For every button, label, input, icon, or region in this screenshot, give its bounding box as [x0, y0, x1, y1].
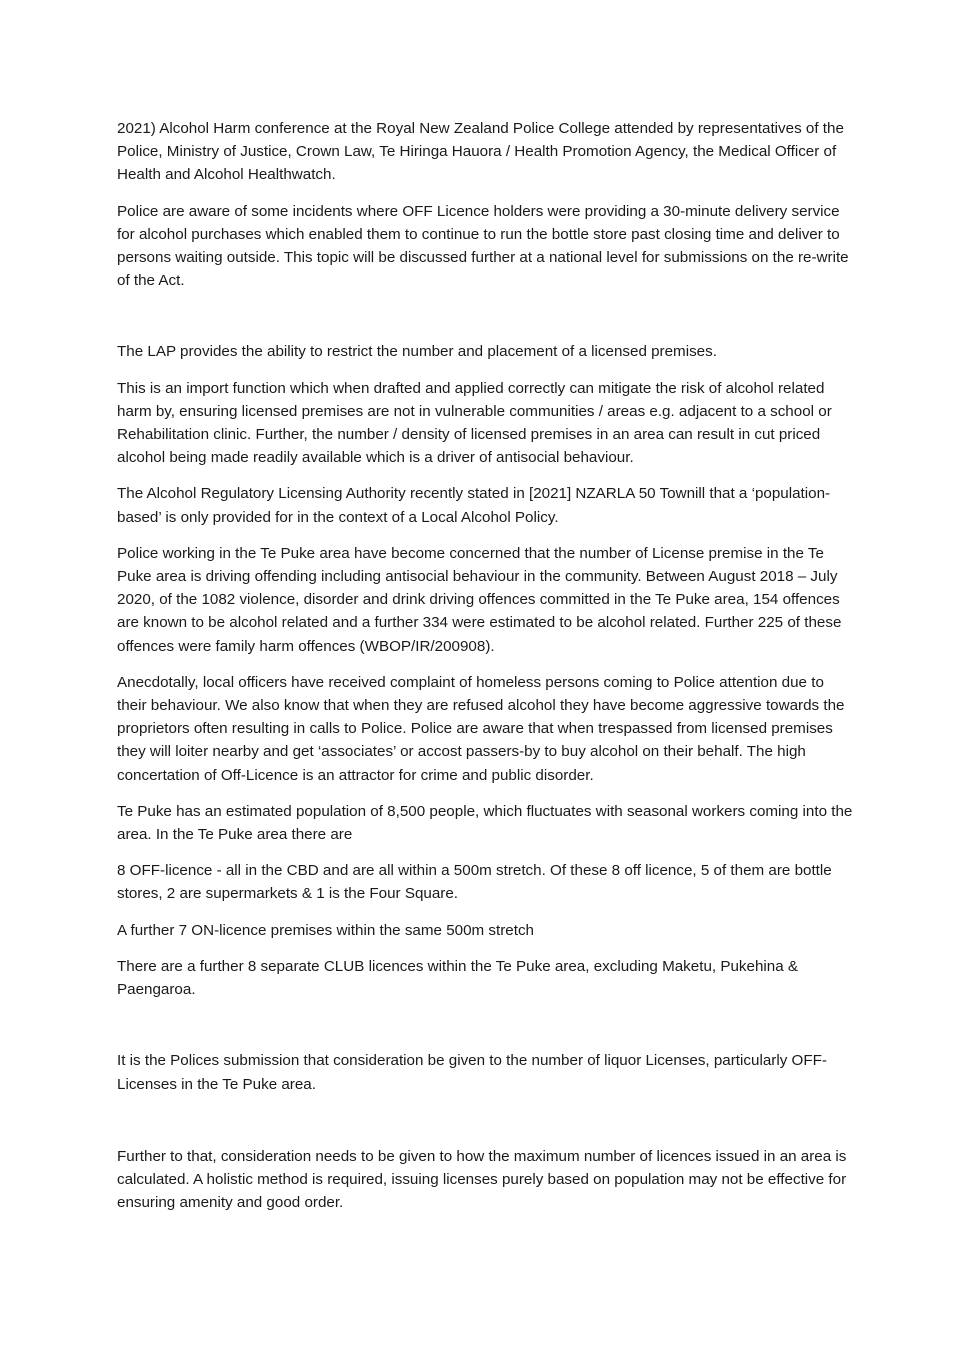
paragraph-conference: 2021) Alcohol Harm conference at the Royal New Zealand Police College attended by representatives of the Police, Ministry of Justice, Crown Law, Te Hiringa Hauora / Health Promotion Agency, the Medical Officer of Health and Alcohol Healthwatch. [117, 120, 844, 184]
paragraph-import-function: This is an import function which when drafted and applied correctly can mitigate the risk of alcohol related harm by, ensuring licensed premises are not in vulnerable communities / areas e.g. adjacent to a school or Rehabilitation clinic. Further, the number / density of licensed premises in an area can result in cut priced alcohol being made readily available which is a driver of antisocial behaviour. [117, 379, 832, 467]
paragraph-lap-restrict: The LAP provides the ability to restrict the number and placement of a licensed premises. [117, 343, 717, 361]
paragraph-police-concern: Police working in the Te Puke area have become concerned that the number of License premise in the Te Puke area is driving offending including antisocial behaviour in the community. Between August 2018 – July 2020, of the 1082 violence, disorder and drink driving offences committed in the Te Puke area, 154 offences are known to be alcohol related and a further 334 were estimated to be alcohol related. Further 225 of these offences were family harm offences (WBOP/IR/200908). [117, 544, 842, 655]
paragraph-off-licence: 8 OFF-licence - all in the CBD and are all within a 500m stretch. Of these 8 off licence, 5 of them are bottle stores, 2 are supermarkets & 1 is the Four Square. [117, 862, 832, 903]
paragraph-holistic-method: Further to that, consideration needs to be given to how the maximum number of licences issued in an area is calculated. A holistic method is required, issuing licenses purely based on population may not be effective for ensuring amenity and good order. [117, 1147, 847, 1212]
paragraph-delivery-service: Police are aware of some incidents where OFF Licence holders were providing a 30-minute delivery service for alcohol purchases which enabled them to continue to run the bottle store past closing time and deliver to persons waiting outside. This topic will be discussed further at a national level for submissions on the re-write of the Act. [117, 202, 849, 290]
document-body [117, 117, 857, 1227]
paragraph-anecdotal: Anecdotally, local officers have received complaint of homeless persons coming to Police attention due to their behaviour. We also know that when they are refused alcohol they have become aggressive towards the proprietors often resulting in calls to Police. Police are aware that when trespassed from licensed premises they will loiter nearby and get ‘associates’ or accost passers-by to buy alcohol on their behalf. The high concertation of Off-Licence is an attractor for crime and public disorder. [117, 673, 845, 784]
paragraph-submission: It is the Polices submission that consideration be given to the number of liquor Licenses, particularly OFF-Licenses in the Te Puke area. [117, 1052, 827, 1093]
paragraph-club-licence: There are a further 8 separate CLUB licences within the Te Puke area, excluding Maketu, Pukehina & Paengaroa. [117, 957, 799, 999]
paragraph-population: Te Puke has an estimated population of 8,500 people, which fluctuates with seasonal workers coming into the area. In the Te Puke area there are [117, 802, 853, 844]
paragraph-arla-statement: The Alcohol Regulatory Licensing Authority recently stated in [2021] NZARLA 50 Townill that a ‘population-based’ is only provided for in the context of a Local Alcohol Policy. [117, 485, 831, 526]
paragraph-on-licence: A further 7 ON-licence premises within the same 500m stretch [117, 921, 534, 939]
